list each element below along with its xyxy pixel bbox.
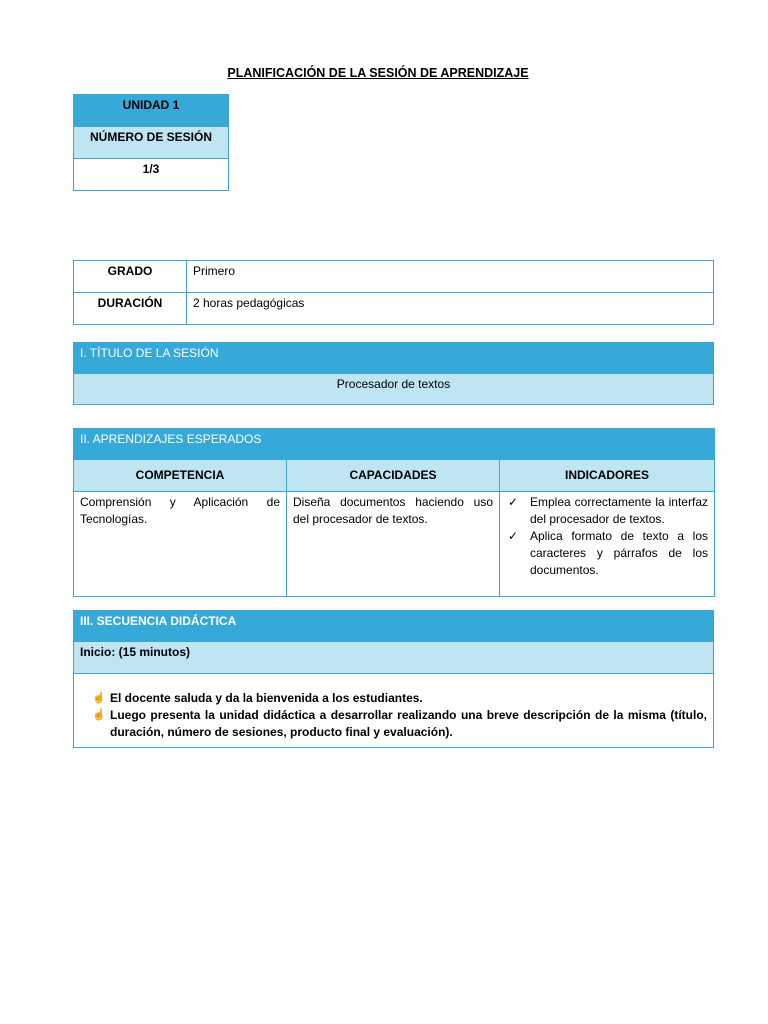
info-row-duration bbox=[74, 293, 714, 325]
sequence-body bbox=[74, 674, 714, 748]
start-phase-label: Inicio: (15 minutos) bbox=[74, 642, 714, 674]
column-header-capacidades: CAPACIDADES bbox=[287, 460, 500, 492]
info-table bbox=[73, 260, 714, 325]
activity-text: El docente saluda y da la bienvenida a los estudiantes. bbox=[110, 691, 423, 705]
document-title: PLANIFICACIÓN DE LA SESIÓN DE APRENDIZAJE bbox=[227, 66, 529, 80]
section-heading-learning: II. APRENDIZAJES ESPERADOS bbox=[74, 429, 715, 460]
duration-label: DURACIÓN bbox=[74, 293, 187, 325]
competencia-cell: Comprensión y Aplicación de Tecnologías. bbox=[74, 492, 287, 597]
list-item bbox=[506, 528, 708, 579]
indicator-text: Emplea correctamente la interfaz del procesador de textos. bbox=[530, 495, 708, 526]
unit-session-table bbox=[73, 94, 229, 191]
session-number-label: NÚMERO DE SESIÓN bbox=[74, 127, 229, 159]
column-header-competencia: COMPETENCIA bbox=[74, 460, 287, 492]
didactic-sequence-section bbox=[73, 610, 714, 748]
activity-text: Luego presenta la unidad didáctica a desarrollar realizando una breve descripción de la misma (título, duración, número de sesiones, producto final y evaluación). bbox=[110, 708, 707, 739]
pointing-hand-icon: ☝ bbox=[92, 709, 106, 721]
session-title-value: Procesador de textos bbox=[74, 374, 714, 405]
list-item bbox=[80, 707, 707, 741]
indicator-text: Aplica formato de texto a los caracteres y párrafos de los documentos. bbox=[530, 529, 708, 577]
capacidades-cell: Diseña documentos haciendo uso del procesador de textos. bbox=[287, 492, 500, 597]
check-icon: ✓ bbox=[508, 495, 519, 509]
section-heading-sequence: III. SECUENCIA DIDÁCTICA bbox=[74, 611, 714, 642]
expected-learning-section bbox=[73, 428, 715, 597]
info-row-grade bbox=[74, 261, 714, 293]
activities-list bbox=[80, 690, 707, 741]
unit-label: UNIDAD 1 bbox=[74, 95, 229, 127]
grade-value: Primero bbox=[187, 261, 714, 293]
list-item bbox=[506, 494, 708, 528]
grade-label: GRADO bbox=[74, 261, 187, 293]
column-header-indicadores: INDICADORES bbox=[500, 460, 715, 492]
session-title-section bbox=[73, 342, 714, 405]
indicadores-cell bbox=[500, 492, 715, 597]
pointing-hand-icon: ☝ bbox=[92, 692, 106, 704]
indicators-list bbox=[506, 494, 708, 579]
section-heading-title: I. TÍTULO DE LA SESIÓN bbox=[74, 343, 714, 374]
list-item bbox=[80, 690, 707, 707]
session-number-value: 1/3 bbox=[74, 159, 229, 191]
check-icon: ✓ bbox=[508, 529, 519, 543]
duration-value: 2 horas pedagógicas bbox=[187, 293, 714, 325]
